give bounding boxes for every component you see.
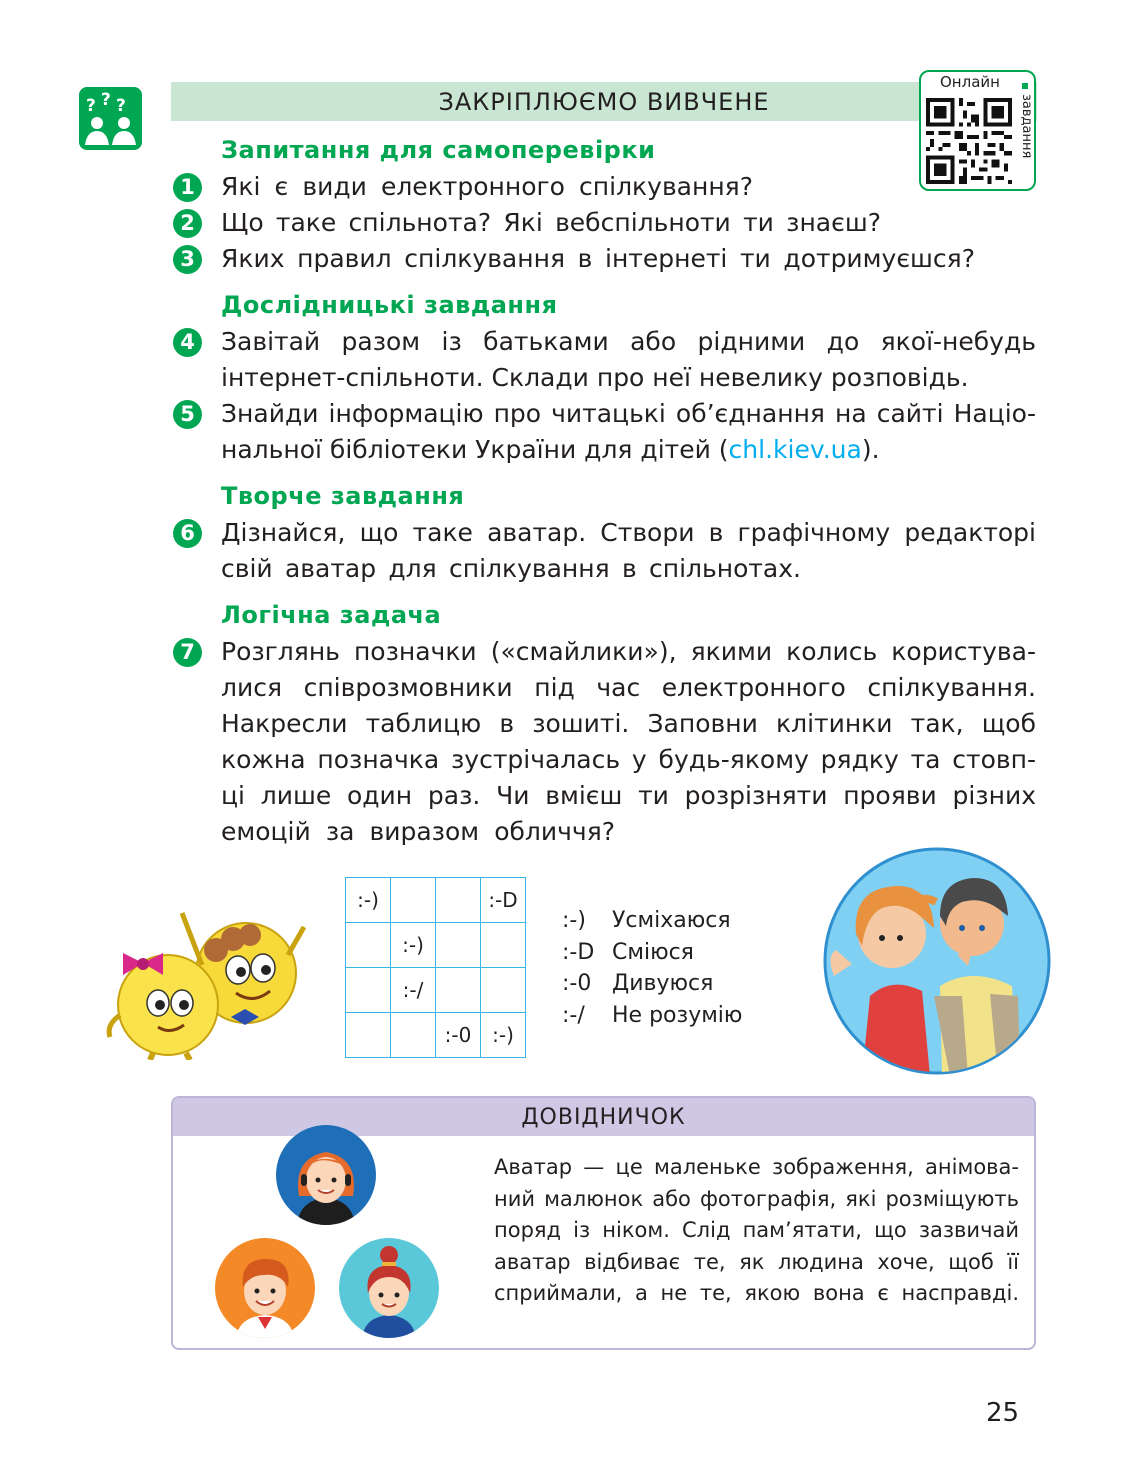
section-heading-self-check: Запитання для самоперевірки: [221, 136, 656, 164]
question-number: 4: [173, 328, 202, 357]
legend-symbol: :-): [562, 908, 586, 933]
grid-cell: :-): [391, 923, 436, 968]
section-heading-creative: Творче завдання: [221, 482, 465, 510]
qr-code-icon[interactable]: [926, 98, 1012, 184]
reference-title: ДОВІДНИЧОК: [521, 1105, 686, 1130]
grid-cell: :-0: [436, 1013, 481, 1058]
avatar-girl-bun: [338, 1237, 440, 1339]
legend-text: Дивуюся: [612, 971, 714, 996]
table-row: [346, 878, 526, 923]
question-text: Завітай разом із батьками або рідними до якої-небудь: [221, 327, 1036, 356]
question-number: 2: [173, 209, 202, 238]
question-text: Накресли таблицю в зошиті. Заповни клітинки так, щоб: [221, 709, 1036, 738]
section-heading-research: Дослідницькі завдання: [221, 291, 558, 319]
question-number: 3: [173, 245, 202, 274]
grid-cell: :-): [481, 1013, 526, 1058]
legend-text: Не розумію: [612, 1003, 743, 1028]
question-number: 1: [173, 173, 202, 202]
children-talking-illustration: [822, 846, 1052, 1076]
svg-text:?: ?: [86, 96, 96, 116]
section-heading-logic: Логічна задача: [221, 601, 442, 629]
question-text: Знайди інформацію про читацькі об’єднання на сайті Націо-: [221, 399, 1036, 428]
reference-line: Аватар — це маленьке зображення, анімова-: [494, 1155, 1019, 1179]
grid-cell: [346, 968, 391, 1013]
grid-cell: [481, 923, 526, 968]
question-text: кожна позначка зустрічалась у будь-якому рядку та стовп-: [221, 745, 1036, 774]
page-number: 25: [986, 1398, 1020, 1428]
reference-line: поряд із ніком. Слід пам’ятати, що зазвичай: [494, 1218, 1019, 1242]
smiley-grid-table: [345, 877, 526, 1058]
question-number: 5: [173, 400, 202, 429]
svg-text:?: ?: [101, 90, 111, 110]
question-text: Розглянь позначки («смайлики»), якими колись користува-: [221, 637, 1036, 666]
question-text-with-link: [221, 432, 880, 468]
grid-cell: [391, 878, 436, 923]
question-people-icon: [79, 87, 142, 150]
question-text: Яких правил спілкування в інтернеті ти дотримуєшся?: [221, 244, 975, 273]
page-title: ЗАКРІПЛЮЄМО ВИВЧЕНЕ: [438, 88, 770, 116]
legend-item: [562, 1003, 742, 1028]
legend-symbol: :-0: [562, 971, 592, 996]
question-text: Які є види електронного спілкування?: [221, 172, 753, 201]
grid-cell: :-/: [391, 968, 436, 1013]
reference-line: сприймали, а не те, якою вона є насправді.: [494, 1281, 1019, 1305]
question-text: Дізнайся, що таке аватар. Створи в графічному редакторі: [221, 518, 1036, 547]
qr-tasks-label: завдання: [1019, 94, 1034, 159]
legend-symbol: :-/: [562, 1003, 585, 1028]
table-row: [346, 923, 526, 968]
grid-cell: [346, 923, 391, 968]
question-text: інтернет-спільноти. Склади про неї невелику розповідь.: [221, 363, 969, 392]
legend-text: Усміхаюся: [612, 908, 731, 933]
grid-cell: [436, 923, 481, 968]
grid-cell: :-): [346, 878, 391, 923]
grid-cell: [436, 878, 481, 923]
reference-line: аватар відбиває те, як людина хоче, щоб її: [494, 1249, 1019, 1274]
question-number: 6: [173, 519, 202, 548]
question-number: 7: [173, 638, 202, 667]
grid-cell: [346, 1013, 391, 1058]
smiley-characters-illustration: [98, 905, 313, 1060]
question-text: лися співрозмовники під час електронного спілкування.: [221, 673, 1036, 702]
reference-line: ний малюнок або фотографія, які розміщують: [494, 1186, 1019, 1211]
qr-dot: [1022, 83, 1028, 89]
avatar-boy: [214, 1237, 316, 1339]
library-link[interactable]: chl.kiev.ua: [728, 435, 862, 464]
grid-cell: [391, 1013, 436, 1058]
legend-symbol: :-D: [562, 940, 595, 965]
svg-text:?: ?: [116, 96, 126, 116]
grid-cell: [481, 968, 526, 1013]
question-text: Що таке спільнота? Які вебспільноти ти знаєш?: [221, 208, 881, 237]
reference-text: [494, 1152, 1019, 1310]
grid-cell: [436, 968, 481, 1013]
question-text: нальної бібліотеки України для дітей (: [221, 435, 729, 464]
question-text: свій аватар для спілкування в спільнотах.: [221, 554, 801, 583]
qr-online-label: Онлайн: [940, 73, 1000, 91]
question-text: емоцій за виразом обличчя?: [221, 817, 615, 846]
avatar-girl-headphones: [275, 1124, 377, 1226]
legend-item: [562, 940, 694, 965]
table-row: [346, 1013, 526, 1058]
question-text-tail: ).: [861, 435, 880, 464]
legend-item: [562, 908, 731, 933]
legend-item: [562, 971, 713, 996]
table-row: [346, 968, 526, 1013]
grid-cell: :-D: [481, 878, 526, 923]
question-text: ці лише один раз. Чи вмієш ти розрізняти прояви різних: [221, 781, 1036, 810]
legend-text: Сміюся: [612, 940, 694, 965]
